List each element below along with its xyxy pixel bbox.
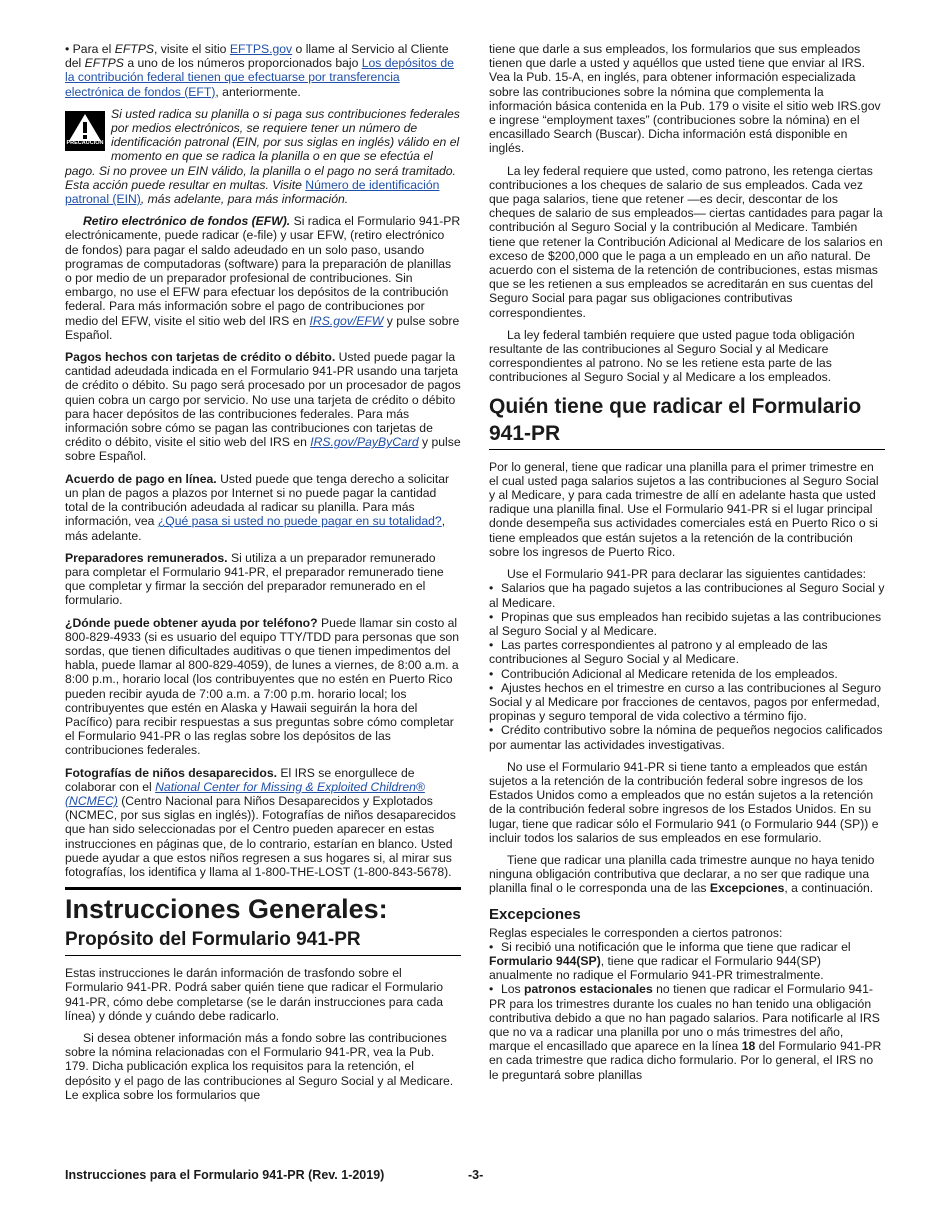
list-item: • Ajustes hechos en el trimestre en curso a las contribuciones al Seguro Social y al Medicare por fracciones de centavos, pagos por enfermedad, propinas y seguro temporal de vida colectivo a término fijo.: [489, 680, 882, 724]
list-item: • Contribución Adicional al Medicare retenida de los empleados.: [489, 666, 838, 681]
use-list: [489, 581, 885, 751]
list-item: • Si recibió una notificación que le informa que tiene que radicar el Formulario 944(SP), tiene que radicar el Formulario 944(SP) anualmente no radique el Formulario 941-PR trimestralmente.: [489, 939, 851, 983]
list-item: • Las partes correspondientes al patrono y al empleado de las contribuciones al Seguro Social y al Medicare.: [489, 638, 828, 667]
ein-link[interactable]: Número de identificación patronal (EIN): [65, 177, 440, 207]
purpose-heading: Propósito del Formulario 941-PR: [65, 928, 461, 956]
ncmec-link[interactable]: National Center for Missing & Exploited Children® (NCMEC): [65, 779, 425, 808]
use-intro: Use el Formulario 941-PR para declarar las siguientes cantidades:: [507, 567, 867, 582]
quarterly-paragraph: Tiene que radicar una planilla cada trimestre aunque no haya tenido ninguna obligación contributiva que declarar, a no ser que radique una planilla final o le corresponda una de las Excepciones, a continuación.: [489, 852, 875, 896]
law-paragraph-2: La ley federal también requiere que usted pague toda obligación resultante de las contribuciones al Seguro Social y al Medicare correspondientes al patrono. No se les retiene esta parte de las contribuciones al Seguro Social y al Medicare a los empleados.: [489, 327, 855, 385]
who-paragraph: Por lo general, tiene que radicar una planilla para el primer trimestre en el cual usted paga salarios sujetos a las contribuciones al Seguro Social y al Medicare, y para cada trimestre de allí en adelante hasta que usted radique una planilla final. Use el Formulario 941-PR si el lugar principal donde desempeña sus actividades comerciales está en Puerto Rico o si tiene empleados que están sujetos a la retención de la contribución sobre los ingresos de Puerto Rico.: [489, 459, 879, 559]
who-must-file-heading: Quién tiene que radicar el Formulario 941-PR: [489, 393, 885, 450]
cannot-pay-link[interactable]: ¿Qué pasa si usted no puede pagar en su totalidad?: [157, 514, 442, 529]
preparers-paragraph: Preparadores remunerados. Si utiliza a un preparador remunerado para completar el Formulario 941-PR, el preparador remunerado tiene que completar y firmar la sección del preparador remunerado en el formulario.: [65, 550, 444, 608]
page-number: -3-: [468, 1168, 484, 1182]
photos-paragraph: Fotografías de niños desaparecidos. El IRS se enorgullece de colaborar con el National Center for Missing & Exploited Children® (NCMEC) (Centro Nacional para Niños Desaparecidos y Explotados (NCMEC, por sus siglas en inglés)). Fotografías de niños desaparecidos que han sido seleccionadas por el Centro pueden aparecer en estas instrucciones en páginas que, de lo contrario, estarían en blanco. Usted puede ayudar a que estos niños regresen a sus hogares si, al mirar sus fotografías, los identifica y llama al 1-800-THE-LOST (1-800-843-5678).: [65, 765, 456, 879]
paybycard-link[interactable]: IRS.gov/PayByCard: [310, 435, 419, 450]
footer-title: Instrucciones para el Formulario 941-PR (Rev. 1-2019): [65, 1168, 385, 1182]
list-item: • Los patronos estacionales no tienen que radicar el Formulario 941-PR para los trimestres durante los cuales no han tenido una obligación contributiva debido a que no han pagado salarios. Para notificarle al IRS que no va a radicar una planilla por uno o más trimestres del año, marque el encasillado que aparece en la línea 18 del Formulario 941-PR en cada trimestre que radica dicho formulario. Por lo general, el IRS no le preguntará sobre planillas: [489, 982, 882, 1082]
cards-paragraph: Pagos hechos con tarjetas de crédito o débito. Usted puede pagar la cantidad adeudada indicada en el Formulario 941-PR usando una tarjeta de crédito o débito. Su pago será procesado por un procesador de pagos quien cobra un cargo por servicio. No use una tarjeta de crédito o débito para hacer depósitos de las contribuciones federales. Para más información sobre cómo se pagan las contribuciones con tarjetas de crédito o débito, visite el sitio web del IRS en IRS.gov/PayByCard y pulse sobre Español.: [65, 350, 461, 464]
caution-icon-label: PRECAUCIÓN: [66, 139, 104, 146]
efw-paragraph: Retiro electrónico de fondos (EFW). Si radica el Formulario 941-PR electrónicamente, puede radicar (e-file) y usar EFW, (retiro electrónico de fondos) para pagar el saldo adeudado en un solo paso, usando programas de computadoras (software) para la preparación de planillas o por medio de un preparador profesional de contribuciones. Sin embargo, no use el EFW para efectuar los depósitos de la contribución federal. Para más información sobre el pago de contribuciones por medio del EFW, visite el sitio web del IRS en IRS.gov/EFW y pulse sobre Español.: [65, 214, 461, 342]
exceptions-heading: Excepciones: [489, 905, 581, 923]
list-item: • Propinas que sus empleados han recibido sujetas a las contribuciones al Seguro Social y al Medicare.: [489, 609, 882, 638]
exceptions-intro: Reglas especiales le corresponden a ciertos patronos:: [489, 925, 783, 940]
right-column: [489, 42, 885, 1082]
eftps-paragraph: • Para el EFTPS, visite el sitio EFTPS.gov o llame al Servicio al Cliente del EFTPS a uno de los números proporcionados bajo Los depósitos de la contribución federal tienen que efectuarse por transferencia electrónica de fondos (EFT), anteriormente.: [65, 42, 454, 99]
caution-note: PRECAUCIÓN Si usted radica su planilla o si paga sus contribuciones federales por medios electrónicos, se requiere tener un número de identificación patronal (EIN, por sus siglas en inglés) válido en el momento en que se radica la planilla o en que se efectúa el pago. Si no provee un EIN válido, la planilla o el pago no será tramitado. Esta acción puede resultar en multas. Visite Número de identificación patronal (EIN), más adelante, para más información.: [65, 106, 460, 207]
no-use-paragraph: No use el Formulario 941-PR si tiene tanto a empleados que están sujetos a la retención de la contribución federal sobre ingresos de los Estados Unidos como a empleados que no están sujetos a la retención de la contribución federal sobre ingresos de los Estados Unidos. En su lugar, tiene que radicar sólo el Formulario 941 (o Formulario 944 (SP)) e incluir todos los salarios de sus empleados en ese formulario.: [489, 759, 879, 845]
law-paragraph-1: La ley federal requiere que usted, como patrono, les retenga ciertas contribuciones a los cheques de salario de sus empleados. Cada vez que paga salarios, tiene que retener —es decir, descontar de los cheques de salario de sus empleados— ciertas cantidades para pagar la contribución al Seguro Social y la contribución al Medicare. También tiene que retener la Contribución Adicional al Medicare de los salarios en exceso de $200,000 que le paga a un empleado en un año natural. De acuerdo con el sistema de la retención de contribuciones, estas mismas que se les retienen a sus empleados se acreditarán en sus cuentas del Seguro Social para pagar sus obligaciones contributivas correspondientes.: [489, 163, 883, 320]
eft-deposits-link[interactable]: Los depósitos de la contribución federal tienen que efectuarse por transferencia electrónica de fondos (EFT): [65, 56, 454, 99]
online-paragraph: Acuerdo de pago en línea. Usted puede que tenga derecho a solicitar un plan de pagos a plazos por Internet si no puede pagar la cantidad total de la contribución adeudada al radicar su planilla. Para más información, vea ¿Qué pasa si usted no puede pagar en su totalidad?, más adelante.: [65, 471, 450, 543]
list-item: • Crédito contributivo sobre la nómina de pequeños negocios calificados por aumentar las actividades investigativas.: [489, 723, 883, 752]
continued-paragraph: tiene que darle a sus empleados, los formularios que sus empleados tienen que darle a usted y aquéllos que usted tiene que enviar al IRS. Vea la Pub. 15-A, en inglés, para obtener información especializada sobre las contribuciones sobre la nómina que complementa la información básica contenida en la Pub. 179 o visite el sitio web IRS.gov e ingrese “employment taxes” (contribuciones sobre la nómina) en el encasillado Search (Buscar). Dicha información está disponible en inglés.: [489, 42, 881, 156]
page-footer: [65, 1168, 885, 1182]
eftps-link[interactable]: EFTPS.gov: [229, 42, 293, 56]
efw-link[interactable]: IRS.gov/EFW: [309, 313, 384, 328]
list-item: • Salarios que ha pagado sujetos a las contribuciones al Seguro Social y al Medicare.: [489, 581, 885, 610]
purpose-paragraph-2: Si desea obtener información más a fondo sobre las contribuciones sobre la nómina relacionadas con el Formulario 941-PR, vea la Pub. 179. Dicha publicación explica los requisitos para la retención, el depósito y el pago de las contribuciones al Seguro Social y al Medicare. Le explica sobre los formularios que: [65, 1030, 454, 1102]
purpose-paragraph-1: Estas instrucciones le darán información de trasfondo sobre el Formulario 941-PR. Podrá saber quién tiene que radicar el Formulario 941-PR, cómo debe completarse (se le darán instrucciones para cada línea) y dónde y cuándo debe radicarlo.: [65, 966, 444, 1023]
left-column: [65, 42, 461, 1110]
general-instructions-heading: Instrucciones Generales:: [65, 887, 461, 924]
bullet: •: [65, 42, 70, 56]
caution-icon: [65, 111, 105, 151]
phone-paragraph: ¿Dónde puede obtener ayuda por teléfono? Puede llamar sin costo al 800-829-4933 (si es usuario del equipo TTY/TDD para personas que son sordas, que tienen dificultades auditivas o que tienen impedimentos del habla, puede llamar al 800-829-4059), de lunes a viernes, de 8:00 a.m. a 8:00 p.m., horario local (los contribuyentes que no estén en Puerto Rico pueden recibir ayuda de 7:00 a.m. a 7:00 p.m. horario local; los contribuyentes que estén en Alaska y Hawaii seguirán la hora del Pacífico) para recibir respuestas a sus preguntas sobre cómo completar el Formulario 941-PR o las reglas sobre los depósitos de las contribuciones federales.: [65, 615, 460, 758]
